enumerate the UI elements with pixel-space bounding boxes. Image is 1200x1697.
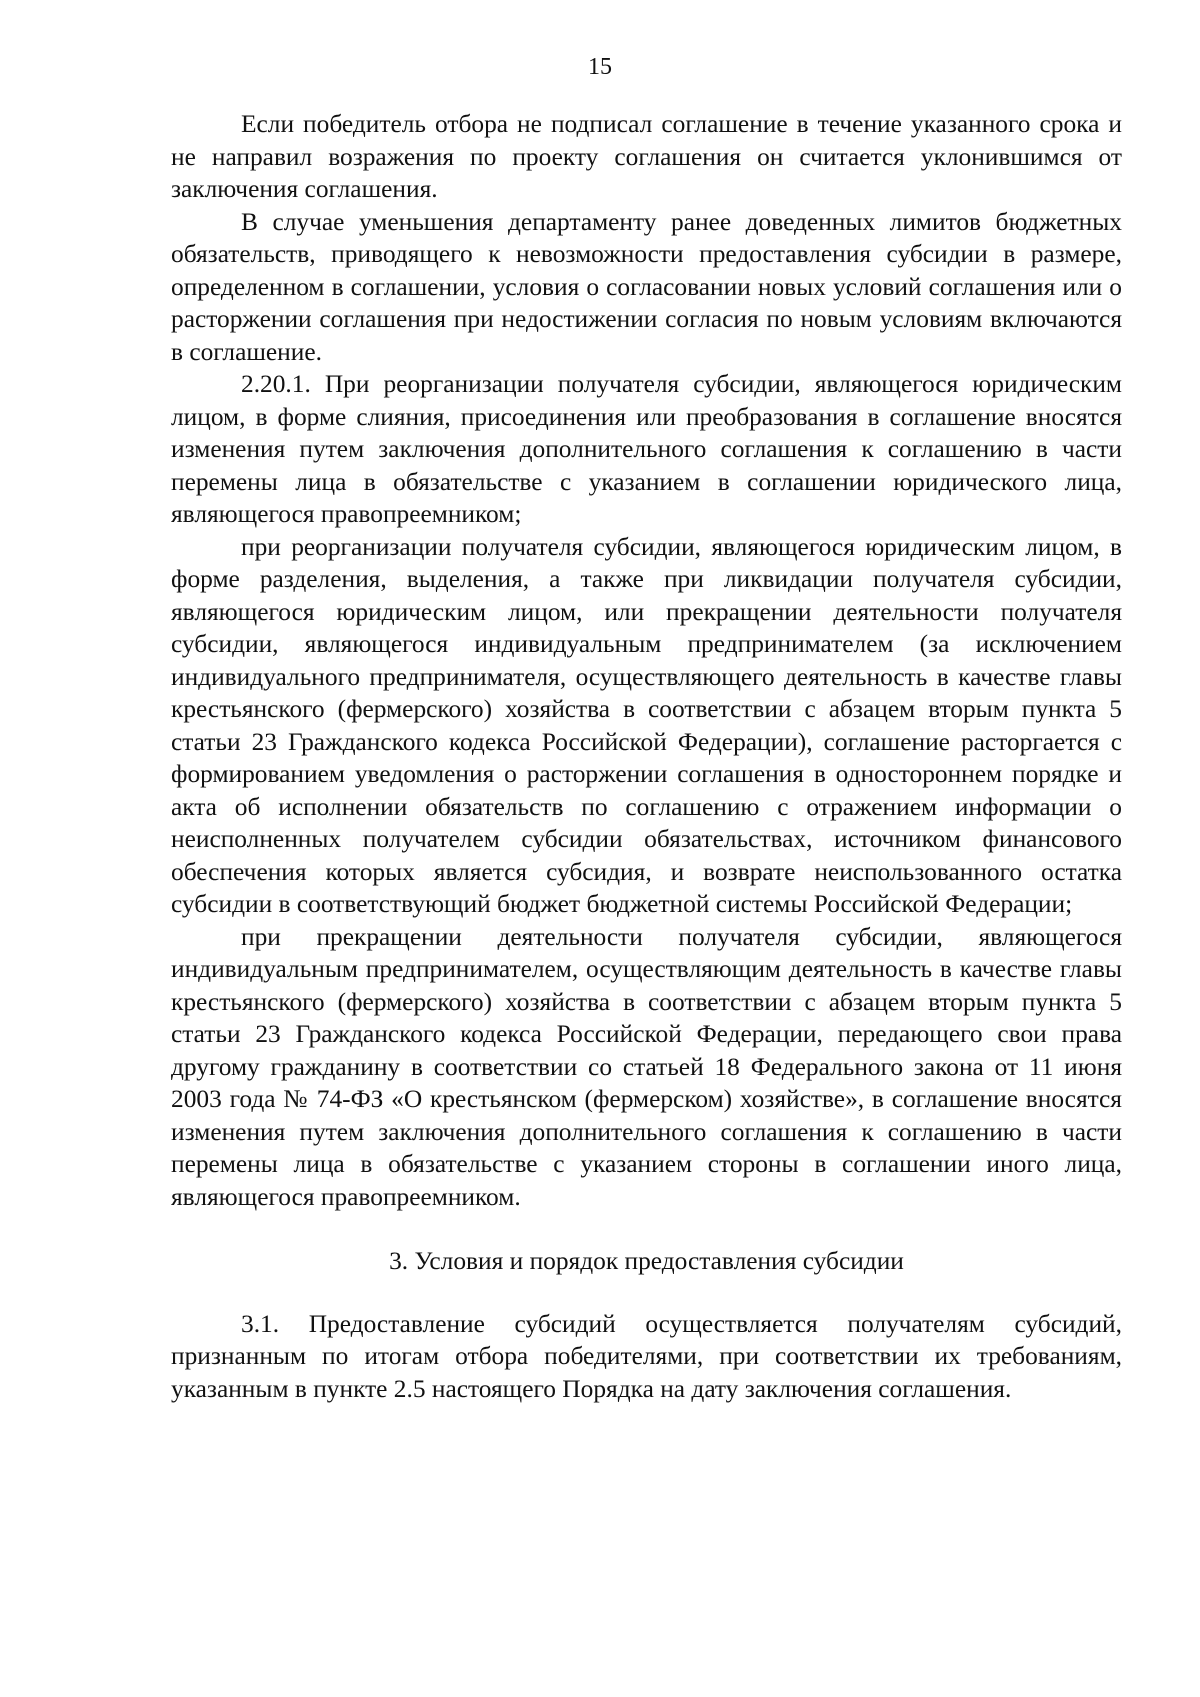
paragraph-farm-termination: при прекращении деятельности получателя субсидии, являющегося индивидуальным предпринимателем, осуществляющим деятельность в качестве главы крестьянского (фермерского) хозяйства в соответствии с абзацем вторым пункта 5 статьи 23 Гражданского кодекса Российской Федерации, передающего свои права другому гражданину в соответствии со статьей 18 Федерального закона от 11 июня 2003 года № 74-ФЗ «О крестьянском (фермерском) хозяйстве», в соглашение вносятся изменения путем заключения дополнительного соглашения к соглашению в части перемены лица в обязательстве с указанием стороны в соглашении иного лица, являющегося правопреемником. [171, 922, 1122, 1211]
document-body [171, 108, 1122, 1405]
paragraph-2-20-1-reorganization: 2.20.1. При реорганизации получателя субсидии, являющегося юридическим лицом, в форме слияния, присоединения или преобразования в соглашение вносятся изменения путем заключения дополнительного соглашения к соглашению в части перемены лица в обязательстве с указанием в соглашении юридического лица, являющегося правопреемником; [171, 370, 1122, 528]
section-heading-3: 3. Условия и порядок предоставления субсидии [389, 1247, 904, 1275]
paragraph-3-1-subsidy-provision: 3.1. Предоставление субсидий осуществляется получателям субсидий, признанным по итогам отбора победителями, при соответствии их требованиям, указанным в пункте 2.5 настоящего Порядка на дату заключения соглашения. [171, 1309, 1122, 1403]
paragraph-refusal-to-sign: Если победитель отбора не подписал соглашение в течение указанного срока и не направил возражения по проекту соглашения он считается уклонившимся от заключения соглашения. [171, 110, 1122, 203]
page-number: 15 [588, 54, 612, 80]
paragraph-limits-reduction: В случае уменьшения департаменту ранее доведенных лимитов бюджетных обязательств, приводящего к невозможности предоставления субсидии в размере, определенном в соглашении, условия о согласовании новых условий соглашения или о расторжении соглашения при недостижении согласия по новым условиям включаются в соглашение. [171, 207, 1122, 366]
paragraph-division-liquidation: при реорганизации получателя субсидии, являющегося юридическим лицом, в форме разделения, выделения, а также при ликвидации получателя субсидии, являющегося юридическим лицом, или прекращении деятельности получателя субсидии, являющегося индивидуальным предпринимателем (за исключением индивидуального предпринимателя, осуществляющего деятельность в качестве главы крестьянского (фермерского) хозяйства в соответствии с абзацем вторым пункта 5 статьи 23 Гражданского кодекса Российской Федерации), соглашение расторгается с формированием уведомления о расторжении соглашения в одностороннем порядке и акта об исполнении обязательств по соглашению с отражением информации о неисполненных получателем субсидии обязательствах, источником финансового обеспечения которых является субсидия, и возврате неиспользованного остатка субсидии в соответствующий бюджет бюджетной системы Российской Федерации; [171, 532, 1122, 918]
